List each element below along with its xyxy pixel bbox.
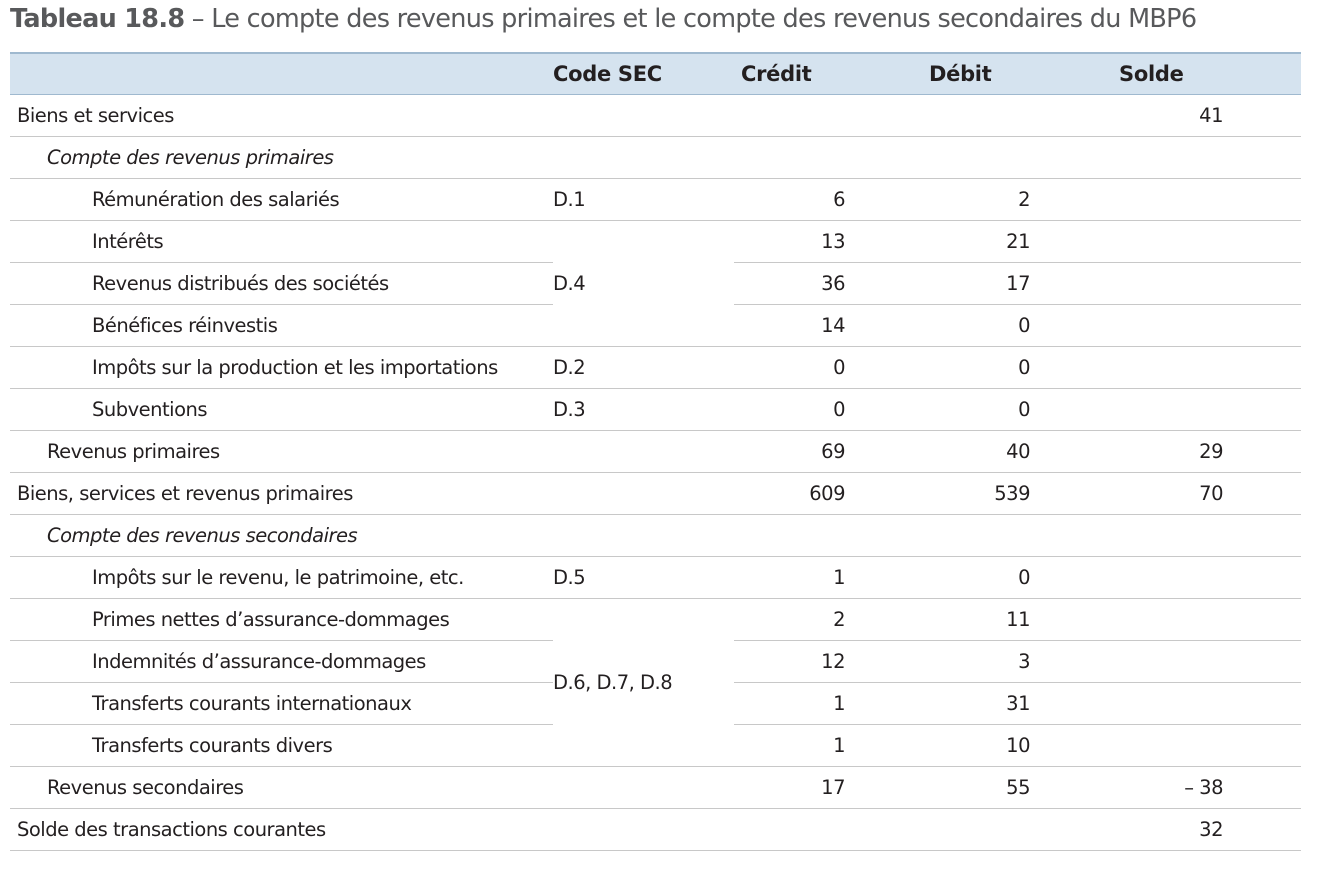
row-credit: 2 — [734, 599, 922, 641]
row-solde — [1110, 221, 1301, 263]
row-label: Impôts sur la production et les importations — [10, 347, 553, 389]
row-code: D.3 — [553, 389, 734, 431]
table-row — [10, 221, 1301, 263]
table-row — [10, 179, 1301, 221]
row-solde — [1110, 557, 1301, 599]
table-title — [10, 4, 1196, 34]
table-row — [10, 809, 1301, 851]
row-credit — [734, 515, 922, 557]
row-debit — [922, 95, 1110, 137]
subtotal-label: Revenus secondaires — [10, 767, 553, 809]
row-solde — [1110, 263, 1301, 305]
row-code — [553, 515, 734, 557]
row-debit: 17 — [922, 263, 1110, 305]
row-solde — [1110, 599, 1301, 641]
row-credit: 36 — [734, 263, 922, 305]
row-solde: 70 — [1110, 473, 1301, 515]
row-credit: 0 — [734, 389, 922, 431]
row-code — [553, 137, 734, 179]
row-credit: 14 — [734, 305, 922, 347]
row-label: Biens, services et revenus primaires — [10, 473, 553, 515]
row-label: Primes nettes d’assurance-dommages — [10, 599, 553, 641]
row-debit: 10 — [922, 725, 1110, 767]
row-label: Transferts courants internationaux — [10, 683, 553, 725]
table-row — [10, 767, 1301, 809]
row-solde: 29 — [1110, 431, 1301, 473]
row-credit: 13 — [734, 221, 922, 263]
row-code — [553, 473, 734, 515]
row-label: Revenus distribués des sociétés — [10, 263, 553, 305]
row-solde — [1110, 137, 1301, 179]
table-row — [10, 473, 1301, 515]
row-debit: 0 — [922, 347, 1110, 389]
table-row — [10, 515, 1301, 557]
row-debit: 31 — [922, 683, 1110, 725]
row-label: Rémunération des salariés — [10, 179, 553, 221]
row-label: Impôts sur le revenu, le patrimoine, etc. — [10, 557, 553, 599]
table-row — [10, 557, 1301, 599]
row-code: D.6, D.7, D.8 — [553, 599, 734, 767]
row-debit — [922, 515, 1110, 557]
table-row — [10, 137, 1301, 179]
row-credit: 17 — [734, 767, 922, 809]
row-debit — [922, 137, 1110, 179]
row-credit: 69 — [734, 431, 922, 473]
row-label: Subventions — [10, 389, 553, 431]
row-debit: 11 — [922, 599, 1110, 641]
row-solde: 41 — [1110, 95, 1301, 137]
row-code — [553, 95, 734, 137]
row-debit: 0 — [922, 305, 1110, 347]
table-row — [10, 347, 1301, 389]
header-solde: Solde — [1110, 53, 1301, 95]
row-solde — [1110, 641, 1301, 683]
table-row — [10, 389, 1301, 431]
row-code — [553, 767, 734, 809]
subtotal-label: Revenus primaires — [10, 431, 553, 473]
row-solde — [1110, 515, 1301, 557]
table-row — [10, 431, 1301, 473]
row-debit: 539 — [922, 473, 1110, 515]
table-row — [10, 599, 1301, 641]
row-debit: 40 — [922, 431, 1110, 473]
row-solde — [1110, 305, 1301, 347]
balance-table — [10, 52, 1301, 851]
table-number: Tableau 18.8 — [10, 4, 185, 34]
row-credit — [734, 137, 922, 179]
header-credit: Crédit — [734, 53, 922, 95]
table-header — [10, 53, 1301, 95]
header-code-sec: Code SEC — [553, 53, 734, 95]
row-solde: 32 — [1110, 809, 1301, 851]
header-debit: Débit — [922, 53, 1110, 95]
row-debit — [922, 809, 1110, 851]
row-debit: 2 — [922, 179, 1110, 221]
row-label: Indemnités d’assurance-dommages — [10, 641, 553, 683]
row-solde — [1110, 179, 1301, 221]
row-solde: – 38 — [1110, 767, 1301, 809]
row-debit: 55 — [922, 767, 1110, 809]
row-credit: 0 — [734, 347, 922, 389]
row-debit: 3 — [922, 641, 1110, 683]
row-debit: 0 — [922, 389, 1110, 431]
row-label: Transferts courants divers — [10, 725, 553, 767]
row-code — [553, 809, 734, 851]
row-credit — [734, 809, 922, 851]
section-heading: Compte des revenus primaires — [10, 137, 553, 179]
row-debit: 21 — [922, 221, 1110, 263]
row-credit — [734, 95, 922, 137]
row-code — [553, 431, 734, 473]
row-credit: 1 — [734, 725, 922, 767]
section-heading: Compte des revenus secondaires — [10, 515, 553, 557]
row-solde — [1110, 725, 1301, 767]
row-label: Biens et services — [10, 95, 553, 137]
row-code: D.5 — [553, 557, 734, 599]
row-code: D.4 — [553, 221, 734, 347]
row-credit: 609 — [734, 473, 922, 515]
row-credit: 12 — [734, 641, 922, 683]
table-body — [10, 95, 1301, 851]
total-label: Solde des transactions courantes — [10, 809, 553, 851]
row-credit: 1 — [734, 683, 922, 725]
table-caption: – Le compte des revenus primaires et le compte des revenus secondaires du MBP6 — [184, 4, 1197, 34]
table-row — [10, 95, 1301, 137]
row-code: D.1 — [553, 179, 734, 221]
row-solde — [1110, 683, 1301, 725]
row-solde — [1110, 389, 1301, 431]
header-label — [10, 53, 553, 95]
row-credit: 1 — [734, 557, 922, 599]
row-debit: 0 — [922, 557, 1110, 599]
header-row — [10, 53, 1301, 95]
row-credit: 6 — [734, 179, 922, 221]
row-label: Bénéfices réinvestis — [10, 305, 553, 347]
row-code: D.2 — [553, 347, 734, 389]
row-label: Intérêts — [10, 221, 553, 263]
row-solde — [1110, 347, 1301, 389]
